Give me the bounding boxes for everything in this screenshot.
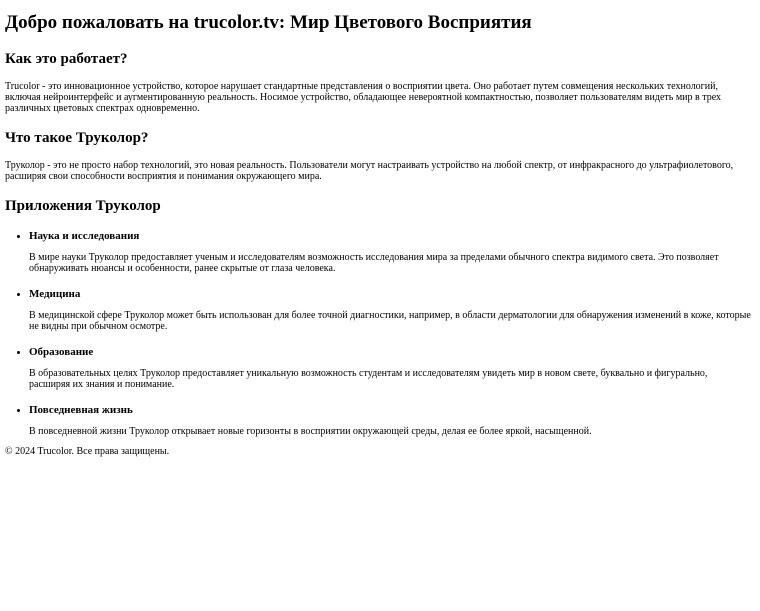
application-title-daily-life: • Повседневная жизнь (29, 404, 133, 416)
how-it-works-text: Trucolor - это инновационное устройство, которое нарушает стандартные представления о восприятии цвета. Оно работает путем совмещения нескольких технологий, включая нейроинтерфейс и аугментированную реальность. Носимое устройство, обладающее невероятной компактностью, позволяет пользователям видеть мир в трех различных цветовых спектрах одновременно. (5, 81, 722, 114)
application-text-medicine: В медицинской сфере Труколор может быть использован для более точной диагностики, например, в области дерматологии для обнаружения изменений в коже, которые не видны при обычном осмотре. (29, 310, 751, 332)
list-item (29, 229, 755, 274)
footer-copyright: © 2024 Trucolor. Все права защищены. (5, 446, 170, 457)
how-it-works-heading: Как это работает? (5, 51, 128, 67)
list-item (29, 345, 755, 390)
applications-heading: Приложения Труколор (5, 198, 161, 214)
application-text-science: В мире науки Труколор предоставляет ученым и исследователям возможность исследования мира за пределами обычного спектра видимого света. Это позволяет обнаруживать нюансы и особенности, ранее скрытые от глаза человека. (29, 252, 719, 274)
application-text-daily-life: В повседневной жизни Труколор открывает новые горизонты в восприятии окружающей среды, делая ее более яркой, насыщенной. (29, 426, 592, 437)
application-title-science: • Наука и исследования (29, 230, 140, 242)
application-text-education: В образовательных целях Труколор предоставляет уникальную возможность студентам и исследователям увидеть мир в новом свете, буквально и фигурально, расширяя их знания и понимание. (29, 368, 708, 390)
what-is-heading: Что такое Труколор? (5, 130, 149, 146)
page-title: Добро пожаловать на trucolor.tv: Мир Цветового Восприятия (5, 12, 532, 33)
application-title-medicine: • Медицина (29, 288, 81, 300)
application-title-education: • Образование (29, 346, 94, 358)
list-item (29, 403, 755, 437)
applications-list (5, 229, 755, 437)
page (0, 11, 760, 458)
what-is-text: Труколор - это не просто набор технологий, это новая реальность. Пользователи могут настраивать устройство на любой спектр, от инфракрасного до ультрафиолетового, расширяя свои способности восприятия и понимания окружающего мира. (5, 160, 734, 182)
list-item (29, 287, 755, 332)
